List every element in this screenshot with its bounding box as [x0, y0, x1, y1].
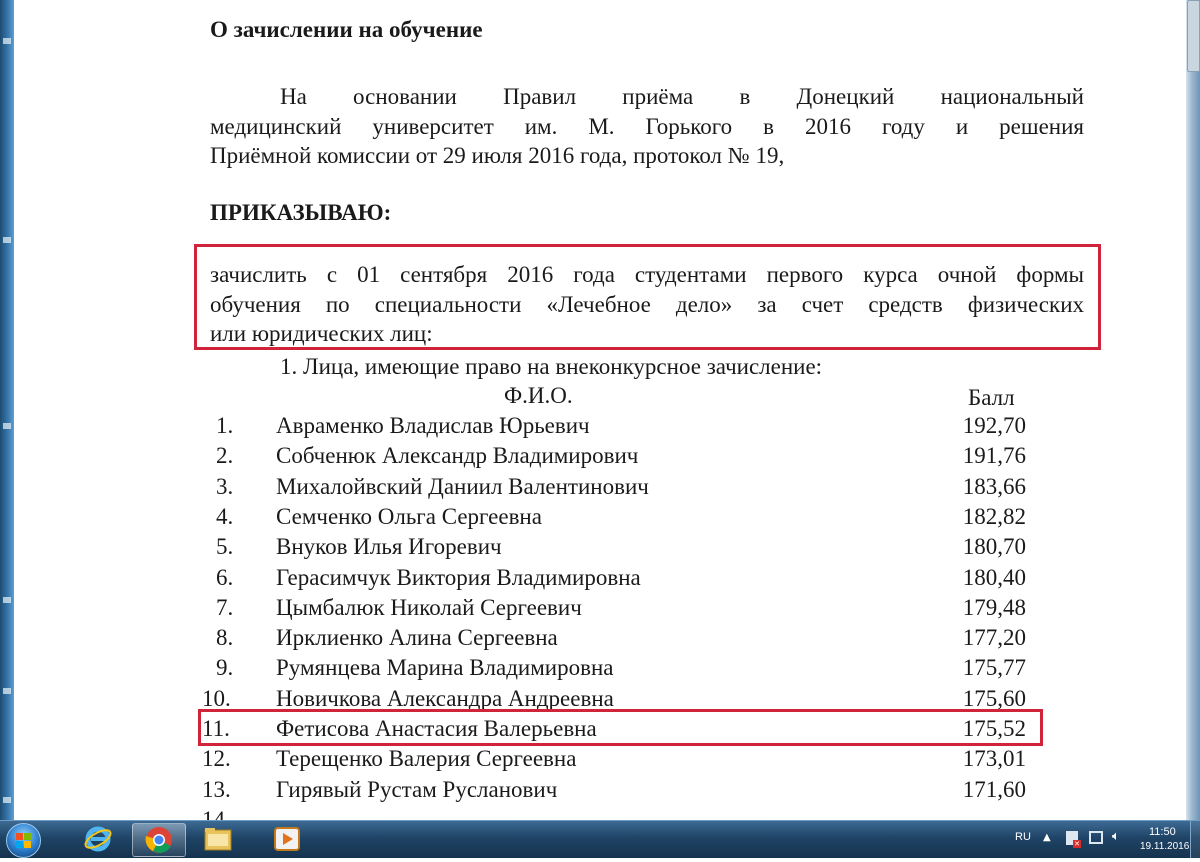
- enroll-line-1: зачислить с 01 сентября 2016 года студентами первого курса очной формы: [210, 262, 1084, 287]
- document-heading: О зачислении на обучение: [210, 17, 483, 42]
- preamble-line-3: Приёмной комиссии от 29 июля 2016 года, протокол № 19,: [210, 143, 785, 168]
- row-name: Внуков Илья Игоревич: [276, 534, 502, 559]
- enroll-line-2: обучения по специальности «Лечебное дело» за счет средств физических: [210, 292, 1084, 317]
- row-number: 13.: [202, 777, 231, 802]
- row-score: 192,70: [962, 413, 1026, 438]
- file-explorer-icon: [203, 825, 233, 853]
- row-score: 175,52: [962, 716, 1026, 741]
- network-icon[interactable]: [1089, 831, 1103, 844]
- start-button[interactable]: [6, 823, 41, 858]
- taskbar-chrome[interactable]: [132, 823, 186, 857]
- row-number: 11.: [202, 716, 230, 741]
- row-number: 12.: [202, 746, 231, 771]
- order-word: ПРИКАЗЫВАЮ:: [210, 200, 392, 225]
- highlight-box-row-11: [198, 709, 1043, 746]
- column-header-name: Ф.И.О.: [504, 383, 573, 408]
- media-player-icon: [272, 825, 302, 853]
- row-number: 6.: [216, 565, 234, 590]
- row-name: Михалойвский Даниил Валентинович: [276, 474, 649, 499]
- scanned-document: [14, 0, 1186, 820]
- row-score: 179,48: [962, 595, 1026, 620]
- internet-explorer-icon: [83, 824, 113, 854]
- row-name: Фетисова Анастасия Валерьевна: [276, 716, 597, 741]
- scrollbar-thumb[interactable]: [1187, 0, 1200, 72]
- row-name: Семченко Ольга Сергеевна: [276, 504, 542, 529]
- row-score: 177,20: [962, 625, 1026, 650]
- row-score: 182,82: [962, 504, 1026, 529]
- row-name: Ирклиенко Алина Сергеевна: [276, 625, 558, 650]
- windows-logo-icon: [7, 824, 40, 857]
- taskbar-internet-explorer[interactable]: [72, 823, 124, 855]
- row-score: 173,01: [962, 746, 1026, 771]
- row-number: 9.: [216, 655, 234, 680]
- row-score: 180,70: [962, 534, 1026, 559]
- row-name: Новичкова Александра Андреевна: [276, 686, 614, 711]
- row-score: 191,76: [962, 443, 1026, 468]
- row-name: Гирявый Рустам Русланович: [276, 777, 558, 802]
- taskbar-media-player[interactable]: [252, 823, 322, 855]
- row-name: Румянцева Марина Владимировна: [276, 655, 614, 680]
- row-score: 175,60: [962, 686, 1026, 711]
- clock-date[interactable]: 19.11.2016: [1140, 841, 1190, 852]
- row-name: Терещенко Валерия Сергеевна: [276, 746, 577, 771]
- row-name: Авраменко Владислав Юрьевич: [276, 413, 590, 438]
- row-number: 10.: [202, 686, 231, 711]
- desktop-left-strip: [0, 0, 14, 820]
- column-header-score: Балл: [968, 385, 1015, 410]
- show-hidden-icons-icon[interactable]: ▲: [1043, 832, 1051, 843]
- highlight-box-enrollment: [194, 244, 1101, 350]
- row-number: 4.: [216, 504, 234, 529]
- row-name: Герасимчук Виктория Владимировна: [276, 565, 641, 590]
- row-name: Цымбалюк Николай Сергеевич: [276, 595, 582, 620]
- row-number: 7.: [216, 595, 234, 620]
- chrome-icon: [145, 826, 173, 854]
- show-desktop-button[interactable]: [1190, 821, 1200, 858]
- preamble-line-1: На основании Правил приёма в Донецкий национальный: [280, 84, 1084, 109]
- row-score: 175,77: [962, 655, 1026, 680]
- row-score: 183,66: [962, 474, 1026, 499]
- section-title: 1. Лица, имеющие право на внеконкурсное зачисление:: [280, 354, 823, 379]
- enroll-line-3: или юридических лиц:: [210, 321, 433, 346]
- window-right-border: [1186, 0, 1200, 820]
- row-number: 1.: [216, 413, 234, 438]
- row-number: 3.: [216, 474, 234, 499]
- row-score: 171,60: [962, 777, 1026, 802]
- taskbar: [0, 820, 1200, 858]
- row-number: 5.: [216, 534, 234, 559]
- taskbar-file-explorer[interactable]: [192, 823, 244, 855]
- clock-time[interactable]: 11:50: [1149, 826, 1176, 838]
- row-number: 2.: [216, 443, 234, 468]
- row-number: 8.: [216, 625, 234, 650]
- row-name: Собченюк Александр Владимирович: [276, 443, 639, 468]
- preamble-line-2: медицинский университет им. М. Горького в 2016 году и решения: [210, 114, 1084, 139]
- row-score: 180,40: [962, 565, 1026, 590]
- volume-icon[interactable]: 🔈︎: [1112, 829, 1120, 844]
- action-center-icon[interactable]: ✕: [1066, 831, 1078, 845]
- language-indicator[interactable]: RU: [1015, 831, 1031, 843]
